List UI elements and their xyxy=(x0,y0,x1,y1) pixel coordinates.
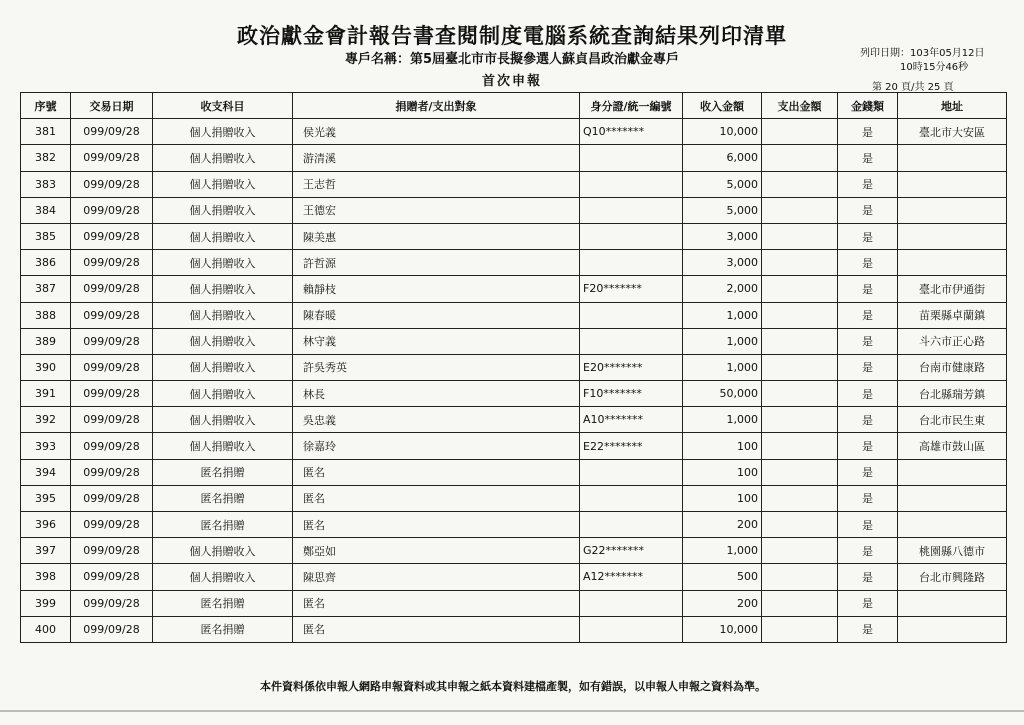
cell-address: 桃園縣八德市 xyxy=(898,538,1007,564)
account-name: 專戶名稱：第5屆臺北市市長擬參選人蘇貞昌政治獻金專戶 xyxy=(344,52,680,67)
cell-id: A12******* xyxy=(580,564,683,590)
cell-donor: 匿名 xyxy=(293,459,580,485)
cell-date: 099/09/28 xyxy=(71,459,153,485)
cell-expense xyxy=(762,485,838,511)
cell-date: 099/09/28 xyxy=(71,223,153,249)
cell-income: 3,000 xyxy=(683,250,762,276)
cell-category: 匿名捐贈 xyxy=(153,590,293,616)
table-row xyxy=(21,381,1007,407)
cell-id xyxy=(580,616,683,642)
cell-type: 是 xyxy=(838,328,898,354)
cell-expense xyxy=(762,538,838,564)
table-row xyxy=(21,171,1007,197)
cell-donor: 陳春暖 xyxy=(293,302,580,328)
header-donor: 捐贈者/支出對象 xyxy=(293,93,580,119)
table-row xyxy=(21,433,1007,459)
cell-donor: 許吳秀英 xyxy=(293,354,580,380)
cell-seq: 383 xyxy=(21,171,71,197)
cell-seq: 393 xyxy=(21,433,71,459)
cell-donor: 林守義 xyxy=(293,328,580,354)
cell-category: 匿名捐贈 xyxy=(153,512,293,538)
table-row xyxy=(21,197,1007,223)
cell-category: 個人捐贈收入 xyxy=(153,433,293,459)
cell-category: 個人捐贈收入 xyxy=(153,276,293,302)
cell-id xyxy=(580,171,683,197)
cell-expense xyxy=(762,354,838,380)
cell-seq: 395 xyxy=(21,485,71,511)
cell-date: 099/09/28 xyxy=(71,145,153,171)
table-row xyxy=(21,354,1007,380)
cell-expense xyxy=(762,276,838,302)
cell-id xyxy=(580,459,683,485)
cell-income: 500 xyxy=(683,564,762,590)
table-row xyxy=(21,250,1007,276)
cell-type: 是 xyxy=(838,512,898,538)
cell-date: 099/09/28 xyxy=(71,197,153,223)
cell-seq: 390 xyxy=(21,354,71,380)
cell-expense xyxy=(762,616,838,642)
cell-income: 100 xyxy=(683,459,762,485)
cell-type: 是 xyxy=(838,145,898,171)
cell-id xyxy=(580,250,683,276)
cell-category: 個人捐贈收入 xyxy=(153,197,293,223)
cell-date: 099/09/28 xyxy=(71,250,153,276)
cell-category: 匿名捐贈 xyxy=(153,616,293,642)
cell-date: 099/09/28 xyxy=(71,328,153,354)
cell-income: 1,000 xyxy=(683,302,762,328)
cell-donor: 匿名 xyxy=(293,512,580,538)
cell-id xyxy=(580,302,683,328)
cell-income: 10,000 xyxy=(683,119,762,145)
cell-address xyxy=(898,512,1007,538)
header-category: 收支科目 xyxy=(153,93,293,119)
cell-seq: 392 xyxy=(21,407,71,433)
cell-id xyxy=(580,485,683,511)
cell-income: 5,000 xyxy=(683,171,762,197)
cell-category: 個人捐贈收入 xyxy=(153,223,293,249)
cell-id xyxy=(580,223,683,249)
cell-address: 臺北市伊通街 xyxy=(898,276,1007,302)
cell-date: 099/09/28 xyxy=(71,590,153,616)
table-body xyxy=(21,119,1007,643)
cell-id: G22******* xyxy=(580,538,683,564)
cell-address: 台北縣瑞芳鎮 xyxy=(898,381,1007,407)
cell-date: 099/09/28 xyxy=(71,119,153,145)
page-info: 第 20 頁/共 25 頁 xyxy=(872,82,954,93)
cell-donor: 陳美惠 xyxy=(293,223,580,249)
cell-type: 是 xyxy=(838,590,898,616)
cell-address xyxy=(898,485,1007,511)
cell-seq: 400 xyxy=(21,616,71,642)
cell-date: 099/09/28 xyxy=(71,538,153,564)
cell-id: E22******* xyxy=(580,433,683,459)
cell-category: 個人捐贈收入 xyxy=(153,171,293,197)
cell-address: 臺北市大安區 xyxy=(898,119,1007,145)
table-row xyxy=(21,564,1007,590)
cell-seq: 384 xyxy=(21,197,71,223)
cell-category: 個人捐贈收入 xyxy=(153,302,293,328)
cell-expense xyxy=(762,223,838,249)
cell-income: 200 xyxy=(683,512,762,538)
cell-category: 個人捐贈收入 xyxy=(153,354,293,380)
cell-id: F20******* xyxy=(580,276,683,302)
cell-date: 099/09/28 xyxy=(71,564,153,590)
cell-donor: 許哲源 xyxy=(293,250,580,276)
cell-address xyxy=(898,616,1007,642)
table-row xyxy=(21,328,1007,354)
cell-expense xyxy=(762,407,838,433)
cell-donor: 徐嘉玲 xyxy=(293,433,580,459)
header-id: 身分證/統一編號 xyxy=(580,93,683,119)
cell-seq: 385 xyxy=(21,223,71,249)
cell-income: 6,000 xyxy=(683,145,762,171)
cell-date: 099/09/28 xyxy=(71,354,153,380)
cell-donor: 賴靜枝 xyxy=(293,276,580,302)
cell-expense xyxy=(762,328,838,354)
cell-expense xyxy=(762,590,838,616)
cell-address xyxy=(898,197,1007,223)
cell-date: 099/09/28 xyxy=(71,407,153,433)
cell-expense xyxy=(762,171,838,197)
cell-address xyxy=(898,250,1007,276)
cell-expense xyxy=(762,250,838,276)
cell-category: 個人捐贈收入 xyxy=(153,381,293,407)
cell-category: 個人捐贈收入 xyxy=(153,119,293,145)
cell-seq: 397 xyxy=(21,538,71,564)
cell-income: 100 xyxy=(683,433,762,459)
cell-expense xyxy=(762,197,838,223)
cell-income: 1,000 xyxy=(683,354,762,380)
cell-income: 10,000 xyxy=(683,616,762,642)
report-title: 政治獻金會計報告書查閱制度電腦系統查詢結果列印清單 xyxy=(237,24,787,48)
cell-income: 3,000 xyxy=(683,223,762,249)
cell-id xyxy=(580,512,683,538)
scan-edge-line xyxy=(0,710,1024,712)
table-row xyxy=(21,590,1007,616)
cell-seq: 389 xyxy=(21,328,71,354)
cell-type: 是 xyxy=(838,538,898,564)
header-expense: 支出金額 xyxy=(762,93,838,119)
cell-donor: 侯光義 xyxy=(293,119,580,145)
header-type: 金錢類 xyxy=(838,93,898,119)
header-income: 收入金額 xyxy=(683,93,762,119)
cell-id: E20******* xyxy=(580,354,683,380)
cell-seq: 387 xyxy=(21,276,71,302)
cell-donor: 匿名 xyxy=(293,485,580,511)
cell-address xyxy=(898,223,1007,249)
cell-seq: 381 xyxy=(21,119,71,145)
cell-type: 是 xyxy=(838,302,898,328)
cell-type: 是 xyxy=(838,119,898,145)
footnote: 本件資料係依申報人網路申報資料或其申報之紙本資料建檔產製，如有錯誤，以申報人申報之資料為準。 xyxy=(260,680,766,693)
cell-seq: 399 xyxy=(21,590,71,616)
cell-donor: 王德宏 xyxy=(293,197,580,223)
cell-date: 099/09/28 xyxy=(71,276,153,302)
cell-date: 099/09/28 xyxy=(71,381,153,407)
cell-donor: 匿名 xyxy=(293,590,580,616)
cell-category: 匿名捐贈 xyxy=(153,485,293,511)
cell-donor: 匿名 xyxy=(293,616,580,642)
cell-type: 是 xyxy=(838,354,898,380)
table-row xyxy=(21,223,1007,249)
cell-expense xyxy=(762,119,838,145)
cell-income: 100 xyxy=(683,485,762,511)
table-row xyxy=(21,485,1007,511)
print-date: 列印日期：103年05月12日 xyxy=(860,48,985,59)
cell-type: 是 xyxy=(838,485,898,511)
cell-address: 苗栗縣卓蘭鎮 xyxy=(898,302,1007,328)
cell-address xyxy=(898,590,1007,616)
cell-donor: 王志哲 xyxy=(293,171,580,197)
cell-category: 個人捐贈收入 xyxy=(153,538,293,564)
cell-address: 台南市健康路 xyxy=(898,354,1007,380)
cell-expense xyxy=(762,433,838,459)
cell-type: 是 xyxy=(838,197,898,223)
cell-donor: 陳思齊 xyxy=(293,564,580,590)
cell-category: 匿名捐贈 xyxy=(153,459,293,485)
cell-seq: 388 xyxy=(21,302,71,328)
cell-type: 是 xyxy=(838,250,898,276)
cell-type: 是 xyxy=(838,564,898,590)
cell-address xyxy=(898,145,1007,171)
cell-seq: 391 xyxy=(21,381,71,407)
cell-id xyxy=(580,590,683,616)
cell-type: 是 xyxy=(838,459,898,485)
cell-donor: 鄭亞如 xyxy=(293,538,580,564)
cell-date: 099/09/28 xyxy=(71,616,153,642)
cell-address: 台北市興隆路 xyxy=(898,564,1007,590)
header-seq: 序號 xyxy=(21,93,71,119)
cell-seq: 386 xyxy=(21,250,71,276)
cell-donor: 林長 xyxy=(293,381,580,407)
cell-address: 台北市民生東 xyxy=(898,407,1007,433)
cell-seq: 394 xyxy=(21,459,71,485)
cell-id xyxy=(580,197,683,223)
cell-type: 是 xyxy=(838,223,898,249)
cell-address xyxy=(898,171,1007,197)
cell-income: 50,000 xyxy=(683,381,762,407)
cell-category: 個人捐贈收入 xyxy=(153,145,293,171)
cell-seq: 382 xyxy=(21,145,71,171)
cell-address xyxy=(898,459,1007,485)
table-row xyxy=(21,276,1007,302)
table-header-row xyxy=(21,93,1007,119)
cell-date: 099/09/28 xyxy=(71,433,153,459)
cell-category: 個人捐贈收入 xyxy=(153,564,293,590)
cell-income: 5,000 xyxy=(683,197,762,223)
cell-income: 1,000 xyxy=(683,328,762,354)
table-row xyxy=(21,512,1007,538)
cell-income: 200 xyxy=(683,590,762,616)
donation-table xyxy=(20,92,1007,643)
cell-donor: 吳忠義 xyxy=(293,407,580,433)
cell-type: 是 xyxy=(838,433,898,459)
header-address: 地址 xyxy=(898,93,1007,119)
cell-income: 2,000 xyxy=(683,276,762,302)
table-row xyxy=(21,407,1007,433)
table-row xyxy=(21,538,1007,564)
cell-income: 1,000 xyxy=(683,538,762,564)
table-row xyxy=(21,119,1007,145)
table-row xyxy=(21,616,1007,642)
cell-type: 是 xyxy=(838,616,898,642)
cell-type: 是 xyxy=(838,381,898,407)
cell-date: 099/09/28 xyxy=(71,171,153,197)
cell-seq: 398 xyxy=(21,564,71,590)
cell-expense xyxy=(762,512,838,538)
table-row xyxy=(21,145,1007,171)
cell-type: 是 xyxy=(838,407,898,433)
print-time: 10時15分46秒 xyxy=(900,62,969,73)
cell-type: 是 xyxy=(838,276,898,302)
cell-type: 是 xyxy=(838,171,898,197)
cell-seq: 396 xyxy=(21,512,71,538)
table-row xyxy=(21,459,1007,485)
cell-expense xyxy=(762,564,838,590)
cell-category: 個人捐贈收入 xyxy=(153,328,293,354)
report-type: 首次申報 xyxy=(481,74,542,89)
cell-date: 099/09/28 xyxy=(71,512,153,538)
cell-id: F10******* xyxy=(580,381,683,407)
cell-id xyxy=(580,145,683,171)
cell-id: Q10******* xyxy=(580,119,683,145)
cell-address: 高雄市鼓山區 xyxy=(898,433,1007,459)
table-row xyxy=(21,302,1007,328)
header-date: 交易日期 xyxy=(71,93,153,119)
cell-expense xyxy=(762,381,838,407)
cell-date: 099/09/28 xyxy=(71,485,153,511)
cell-category: 個人捐贈收入 xyxy=(153,250,293,276)
cell-expense xyxy=(762,145,838,171)
cell-category: 個人捐贈收入 xyxy=(153,407,293,433)
cell-id: A10******* xyxy=(580,407,683,433)
cell-expense xyxy=(762,302,838,328)
cell-address: 斗六市正心路 xyxy=(898,328,1007,354)
cell-id xyxy=(580,328,683,354)
cell-expense xyxy=(762,459,838,485)
cell-income: 1,000 xyxy=(683,407,762,433)
cell-donor: 游清溪 xyxy=(293,145,580,171)
cell-date: 099/09/28 xyxy=(71,302,153,328)
